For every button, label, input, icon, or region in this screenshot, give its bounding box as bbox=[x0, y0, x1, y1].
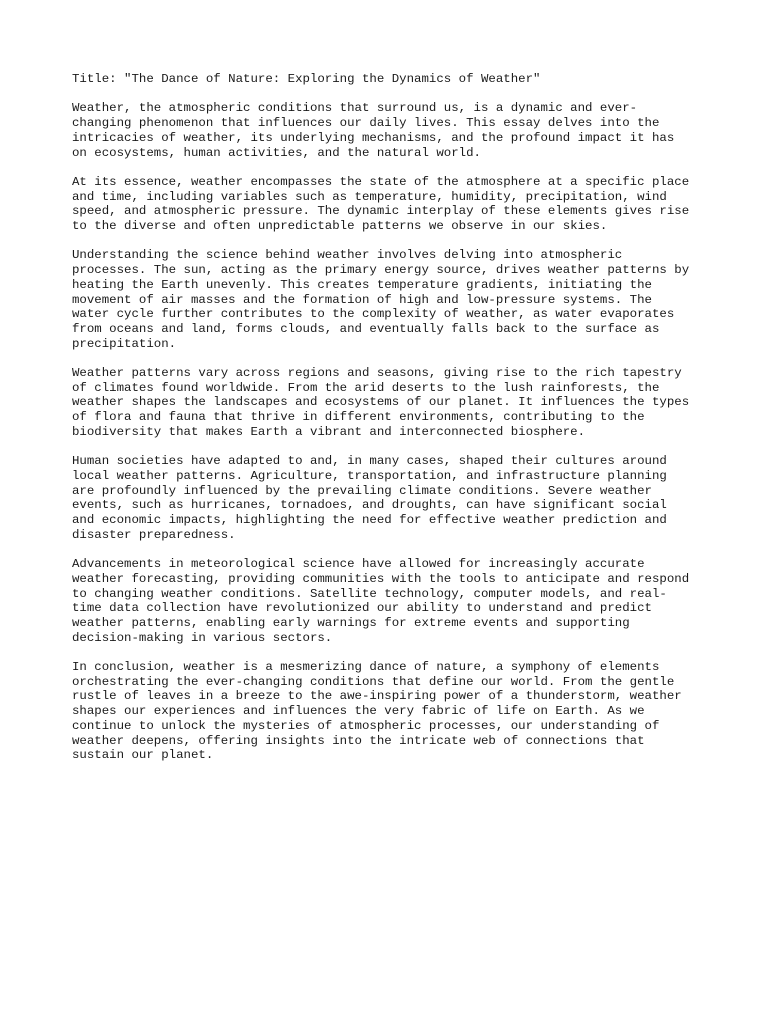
paragraph-line: of flora and fauna that thrive in different environments, contributing to the bbox=[72, 410, 645, 425]
paragraph-6 bbox=[72, 557, 702, 645]
paragraph-line: speed, and atmospheric pressure. The dynamic interplay of these elements gives rise bbox=[72, 204, 690, 219]
paragraph-line: weather deepens, offering insights into the intricate web of connections that bbox=[72, 733, 645, 748]
paragraph-line: weather forecasting, providing communities with the tools to anticipate and respond bbox=[72, 571, 690, 586]
paragraph-line: At its essence, weather encompasses the state of the atmosphere at a specific place bbox=[72, 174, 690, 189]
paragraph-line: sustain our planet. bbox=[72, 748, 214, 763]
paragraph-line: orchestrating the ever-changing conditions that define our world. From the gentle bbox=[72, 674, 675, 689]
paragraph-line: of climates found worldwide. From the arid deserts to the lush rainforests, the bbox=[72, 380, 660, 395]
paragraph-1 bbox=[72, 101, 702, 160]
paragraph-line: events, such as hurricanes, tornadoes, and droughts, can have significant social bbox=[72, 498, 667, 513]
paragraph-line: decision-making in various sectors. bbox=[72, 630, 333, 645]
paragraph-line: Advancements in meteorological science have allowed for increasingly accurate bbox=[72, 557, 645, 572]
paragraph-line: processes. The sun, acting as the primary energy source, drives weather patterns by bbox=[72, 263, 690, 278]
paragraph-line: intricacies of weather, its underlying mechanisms, and the profound impact it has bbox=[72, 130, 675, 145]
paragraph-7 bbox=[72, 660, 702, 763]
paragraph-line: weather shapes the landscapes and ecosystems of our planet. It influences the types bbox=[72, 395, 690, 410]
paragraph-line: local weather patterns. Agriculture, transportation, and infrastructure planning bbox=[72, 468, 667, 483]
paragraph-3 bbox=[72, 248, 702, 351]
paragraph-line: biodiversity that makes Earth a vibrant and interconnected biosphere. bbox=[72, 424, 586, 439]
paragraph-line: In conclusion, weather is a mesmerizing dance of nature, a symphony of elements bbox=[72, 660, 660, 675]
paragraph-line: Weather, the atmospheric conditions that surround us, is a dynamic and ever- bbox=[72, 101, 638, 116]
paragraph-line: rustle of leaves in a breeze to the awe-inspiring power of a thunderstorm, weather bbox=[72, 689, 682, 704]
paragraph-line: water cycle further contributes to the complexity of weather, as water evaporates bbox=[72, 307, 675, 322]
paragraph-line: shapes our experiences and influences the very fabric of life on Earth. As we bbox=[72, 704, 645, 719]
paragraph-line: Human societies have adapted to and, in many cases, shaped their cultures around bbox=[72, 454, 667, 469]
paragraph-line: to the diverse and often unpredictable patterns we observe in our skies. bbox=[72, 219, 608, 233]
paragraph-line: Understanding the science behind weather involves delving into atmospheric bbox=[72, 248, 623, 263]
paragraph-line: to changing weather conditions. Satellite technology, computer models, and real- bbox=[72, 586, 667, 601]
paragraph-line: weather patterns, enabling early warnings for extreme events and supporting bbox=[72, 615, 630, 630]
paragraph-5 bbox=[72, 454, 702, 542]
paragraph-line: disaster preparedness. bbox=[72, 527, 236, 542]
paragraph-2 bbox=[72, 175, 702, 234]
paragraph-line: on ecosystems, human activities, and the natural world. bbox=[72, 145, 481, 160]
paragraph-line: movement of air masses and the formation of high and low-pressure systems. The bbox=[72, 292, 652, 307]
document-page bbox=[72, 72, 702, 778]
paragraph-line: changing phenomenon that influences our daily lives. This essay delves into the bbox=[72, 116, 660, 131]
paragraph-line: heating the Earth unevenly. This creates temperature gradients, initiating the bbox=[72, 277, 652, 292]
paragraph-line: are profoundly influenced by the prevailing climate conditions. Severe weather bbox=[72, 483, 652, 498]
paragraph-line: continue to unlock the mysteries of atmospheric processes, our understanding of bbox=[72, 718, 660, 733]
paragraph-4 bbox=[72, 366, 702, 440]
paragraph-line: Weather patterns vary across regions and seasons, giving rise to the rich tapestry bbox=[72, 366, 682, 380]
document-title: Title: "The Dance of Nature: Exploring the Dynamics of Weather" bbox=[72, 72, 541, 86]
paragraph-line: from oceans and land, forms clouds, and eventually falls back to the surface as bbox=[72, 321, 660, 336]
paragraph-line: precipitation. bbox=[72, 336, 177, 351]
paragraph-line: and economic impacts, highlighting the need for effective weather prediction and bbox=[72, 513, 667, 528]
paragraph-line: time data collection have revolutionized our ability to understand and predict bbox=[72, 601, 652, 616]
paragraph-line: and time, including variables such as temperature, humidity, precipitation, wind bbox=[72, 189, 667, 204]
